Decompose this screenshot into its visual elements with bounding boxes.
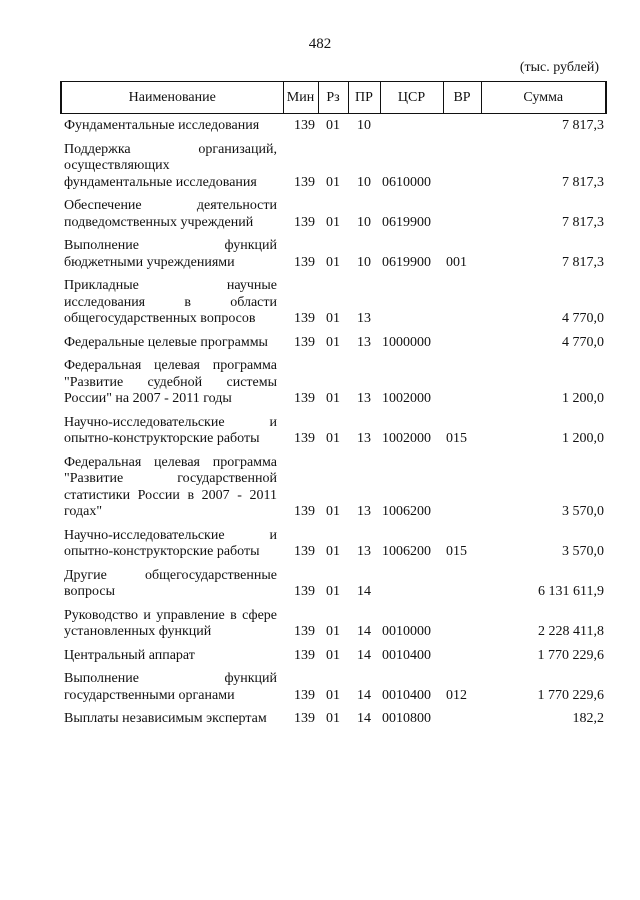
table-header bbox=[61, 82, 606, 114]
min-cell: 139 bbox=[294, 504, 315, 519]
vr-cell bbox=[443, 275, 481, 332]
sum-cell: 6 131 611,9 bbox=[538, 584, 604, 599]
name-cell: Научно-исследовательские и опытно-конструкторские работы bbox=[64, 527, 277, 559]
rz-cell: 01 bbox=[326, 214, 340, 230]
sum-cell: 1 770 229,6 bbox=[537, 687, 604, 703]
table-row bbox=[61, 412, 606, 452]
rz-cell: 01 bbox=[326, 431, 340, 446]
rz-cell: 01 bbox=[326, 254, 340, 270]
name-cell: Выполнение функций государственными органами bbox=[64, 671, 277, 703]
pr-cell: 14 bbox=[357, 584, 371, 599]
vr-cell: 012 bbox=[446, 687, 467, 703]
sum-cell: 1 770 229,6 bbox=[537, 647, 604, 663]
rz-cell: 01 bbox=[326, 334, 340, 350]
min-cell: 139 bbox=[294, 544, 315, 559]
csr-cell: 0010400 bbox=[382, 687, 431, 703]
vr-cell bbox=[443, 139, 481, 196]
pr-cell: 10 bbox=[357, 174, 371, 190]
sum-cell: 2 228 411,8 bbox=[538, 624, 604, 639]
min-cell: 139 bbox=[294, 254, 315, 270]
name-cell: Федеральная целевая программа "Развитие государственной статистики России в 2007 - 2011 годах" bbox=[64, 454, 277, 519]
vr-cell: 015 bbox=[446, 431, 467, 446]
min-cell: 139 bbox=[294, 431, 315, 446]
header-min: Мин bbox=[283, 82, 318, 114]
header-vr: ВР bbox=[443, 82, 481, 114]
csr-cell: 0619900 bbox=[382, 214, 431, 230]
csr-cell bbox=[380, 275, 443, 332]
page-number: 482 bbox=[308, 36, 332, 52]
table-row bbox=[61, 235, 606, 275]
sum-cell: 4 770,0 bbox=[562, 311, 604, 326]
budget-table bbox=[60, 81, 607, 732]
table-row bbox=[61, 139, 606, 196]
pr-cell: 13 bbox=[357, 544, 371, 559]
header-sum: Сумма bbox=[481, 82, 606, 114]
name-cell: Выплаты независимым экспертам bbox=[64, 711, 267, 726]
vr-cell bbox=[443, 332, 481, 356]
sum-cell: 7 817,3 bbox=[562, 214, 604, 230]
sum-cell: 1 200,0 bbox=[562, 431, 604, 446]
pr-cell: 14 bbox=[357, 647, 371, 663]
name-cell: Поддержка организаций, осуществляющих фундаментальные исследования bbox=[64, 141, 277, 190]
table-row bbox=[61, 605, 606, 645]
name-cell: Обеспечение деятельности подведомственных учреждений bbox=[64, 198, 277, 230]
sum-cell: 182,2 bbox=[572, 711, 604, 726]
sum-cell: 7 817,3 bbox=[562, 118, 604, 133]
table-row bbox=[61, 565, 606, 605]
csr-cell: 1006200 bbox=[382, 544, 431, 559]
min-cell: 139 bbox=[294, 584, 315, 599]
sum-cell: 4 770,0 bbox=[562, 334, 604, 350]
table-row bbox=[61, 332, 606, 356]
table-row bbox=[61, 645, 606, 669]
min-cell: 139 bbox=[294, 118, 315, 133]
rz-cell: 01 bbox=[326, 311, 340, 326]
csr-cell: 0619900 bbox=[382, 254, 431, 270]
vr-cell bbox=[443, 565, 481, 605]
min-cell: 139 bbox=[294, 647, 315, 663]
header-name: Наименование bbox=[61, 82, 283, 114]
csr-cell: 1002000 bbox=[382, 391, 431, 406]
csr-cell: 0010800 bbox=[382, 711, 431, 726]
sum-cell: 3 570,0 bbox=[562, 504, 604, 519]
name-cell: Научно-исследовательские и опытно-конструкторские работы bbox=[64, 414, 277, 446]
rz-cell: 01 bbox=[326, 624, 340, 639]
sum-cell: 3 570,0 bbox=[562, 544, 604, 559]
header-rz: Рз bbox=[318, 82, 348, 114]
name-cell: Руководство и управление в сфере установленных функций bbox=[64, 607, 277, 639]
vr-cell bbox=[443, 452, 481, 525]
rz-cell: 01 bbox=[326, 647, 340, 663]
table-body bbox=[61, 114, 606, 732]
csr-cell: 1000000 bbox=[382, 334, 431, 350]
pr-cell: 13 bbox=[357, 391, 371, 406]
pr-cell: 10 bbox=[357, 118, 371, 133]
csr-cell: 0610000 bbox=[382, 174, 431, 190]
table-row bbox=[61, 355, 606, 412]
min-cell: 139 bbox=[294, 711, 315, 726]
rz-cell: 01 bbox=[326, 118, 340, 133]
vr-cell bbox=[443, 708, 481, 732]
pr-cell: 14 bbox=[357, 624, 371, 639]
min-cell: 139 bbox=[294, 624, 315, 639]
table-row bbox=[61, 708, 606, 732]
min-cell: 139 bbox=[294, 334, 315, 350]
pr-cell: 13 bbox=[357, 431, 371, 446]
rz-cell: 01 bbox=[326, 687, 340, 703]
sum-cell: 7 817,3 bbox=[562, 254, 604, 270]
min-cell: 139 bbox=[294, 311, 315, 326]
csr-cell: 0010400 bbox=[382, 647, 431, 663]
vr-cell bbox=[443, 195, 481, 235]
pr-cell: 13 bbox=[357, 334, 371, 350]
csr-cell: 1002000 bbox=[382, 431, 431, 446]
csr-cell bbox=[380, 114, 443, 139]
rz-cell: 01 bbox=[326, 711, 340, 726]
units-note: (тыс. рублей) bbox=[519, 60, 599, 75]
vr-cell bbox=[443, 114, 481, 139]
rz-cell: 01 bbox=[326, 391, 340, 406]
sum-cell: 7 817,3 bbox=[562, 174, 604, 190]
pr-cell: 13 bbox=[357, 504, 371, 519]
name-cell: Прикладные научные исследования в области общегосударственных вопросов bbox=[64, 278, 277, 326]
csr-cell bbox=[380, 565, 443, 605]
table-row bbox=[61, 668, 606, 708]
vr-cell bbox=[443, 645, 481, 669]
header-row bbox=[61, 82, 606, 114]
rz-cell: 01 bbox=[326, 504, 340, 519]
pr-cell: 10 bbox=[357, 254, 371, 270]
table-row bbox=[61, 452, 606, 525]
min-cell: 139 bbox=[294, 687, 315, 703]
name-cell: Фундаментальные исследования bbox=[64, 118, 260, 133]
table-row bbox=[61, 275, 606, 332]
name-cell: Центральный аппарат bbox=[64, 647, 195, 663]
min-cell: 139 bbox=[294, 391, 315, 406]
table-row bbox=[61, 525, 606, 565]
pr-cell: 10 bbox=[357, 214, 371, 230]
vr-cell: 015 bbox=[446, 544, 467, 559]
table-row bbox=[61, 114, 606, 139]
name-cell: Выполнение функций бюджетными учреждениями bbox=[64, 238, 277, 270]
sum-cell: 1 200,0 bbox=[562, 391, 604, 406]
vr-cell: 001 bbox=[446, 254, 467, 270]
min-cell: 139 bbox=[294, 174, 315, 190]
vr-cell bbox=[443, 355, 481, 412]
pr-cell: 13 bbox=[357, 311, 371, 326]
csr-cell: 1006200 bbox=[382, 504, 431, 519]
vr-cell bbox=[443, 605, 481, 645]
rz-cell: 01 bbox=[326, 174, 340, 190]
csr-cell: 0010000 bbox=[382, 624, 431, 639]
rz-cell: 01 bbox=[326, 544, 340, 559]
name-cell: Федеральная целевая программа "Развитие судебной системы России" на 2007 - 2011 годы bbox=[64, 358, 277, 406]
header-pr: ПР bbox=[348, 82, 380, 114]
table-row bbox=[61, 195, 606, 235]
name-cell: Федеральные целевые программы bbox=[64, 334, 268, 350]
pr-cell: 14 bbox=[357, 687, 371, 703]
pr-cell: 14 bbox=[357, 711, 371, 726]
name-cell: Другие общегосударственные вопросы bbox=[64, 567, 277, 599]
min-cell: 139 bbox=[294, 214, 315, 230]
header-csr: ЦСР bbox=[380, 82, 443, 114]
rz-cell: 01 bbox=[326, 584, 340, 599]
